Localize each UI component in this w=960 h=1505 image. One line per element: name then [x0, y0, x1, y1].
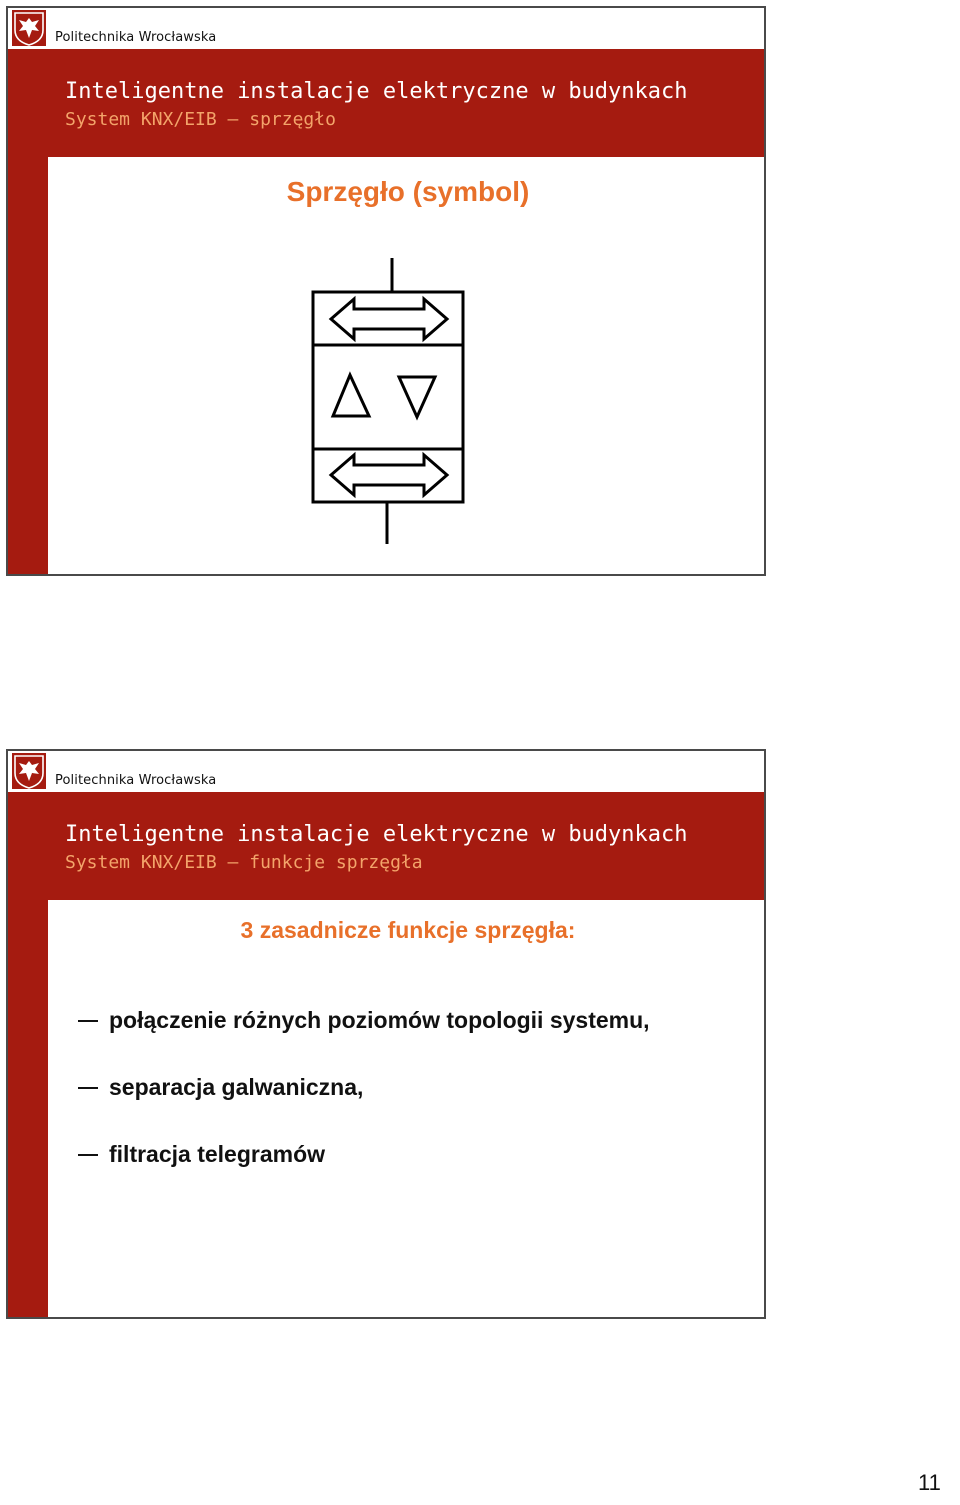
dash-bullet-icon: [78, 1154, 98, 1156]
coupler-symbol-diagram: [288, 256, 488, 546]
university-name: Politechnika Wrocławska: [55, 773, 217, 788]
triangle-down: [399, 377, 435, 417]
list-item-text: połączenie różnych poziomów topologii systemu,: [109, 1007, 650, 1033]
university-name: Politechnika Wrocławska: [55, 30, 217, 45]
slide-heading: Sprzęgło (symbol): [286, 176, 530, 207]
header-subtitle: System KNX/EIB – sprzęgło: [65, 109, 336, 130]
list-item-text: filtracja telegramów: [109, 1141, 326, 1167]
slide-heading: 3 zasadnicze funkcje sprzęgła:: [240, 917, 576, 943]
slide-coupler-symbol: [6, 6, 766, 576]
header-title: Inteligentne instalacje elektryczne w budynkach: [65, 822, 688, 847]
dash-bullet-icon: [78, 1020, 98, 1022]
eagle-crest-icon: [12, 10, 46, 46]
header-subtitle: System KNX/EIB – funkcje sprzęgła: [65, 852, 423, 873]
header-title: Inteligentne instalacje elektryczne w budynkach: [65, 79, 688, 104]
triangle-up: [333, 375, 369, 416]
lower-double-arrow: [331, 455, 447, 495]
upper-double-arrow: [331, 299, 447, 339]
slide-coupler-functions: [6, 749, 766, 1319]
eagle-crest-icon: [12, 753, 46, 789]
list-item-text: separacja galwaniczna,: [109, 1074, 364, 1100]
page-number: 11: [918, 1470, 941, 1495]
dash-bullet-icon: [78, 1087, 98, 1089]
